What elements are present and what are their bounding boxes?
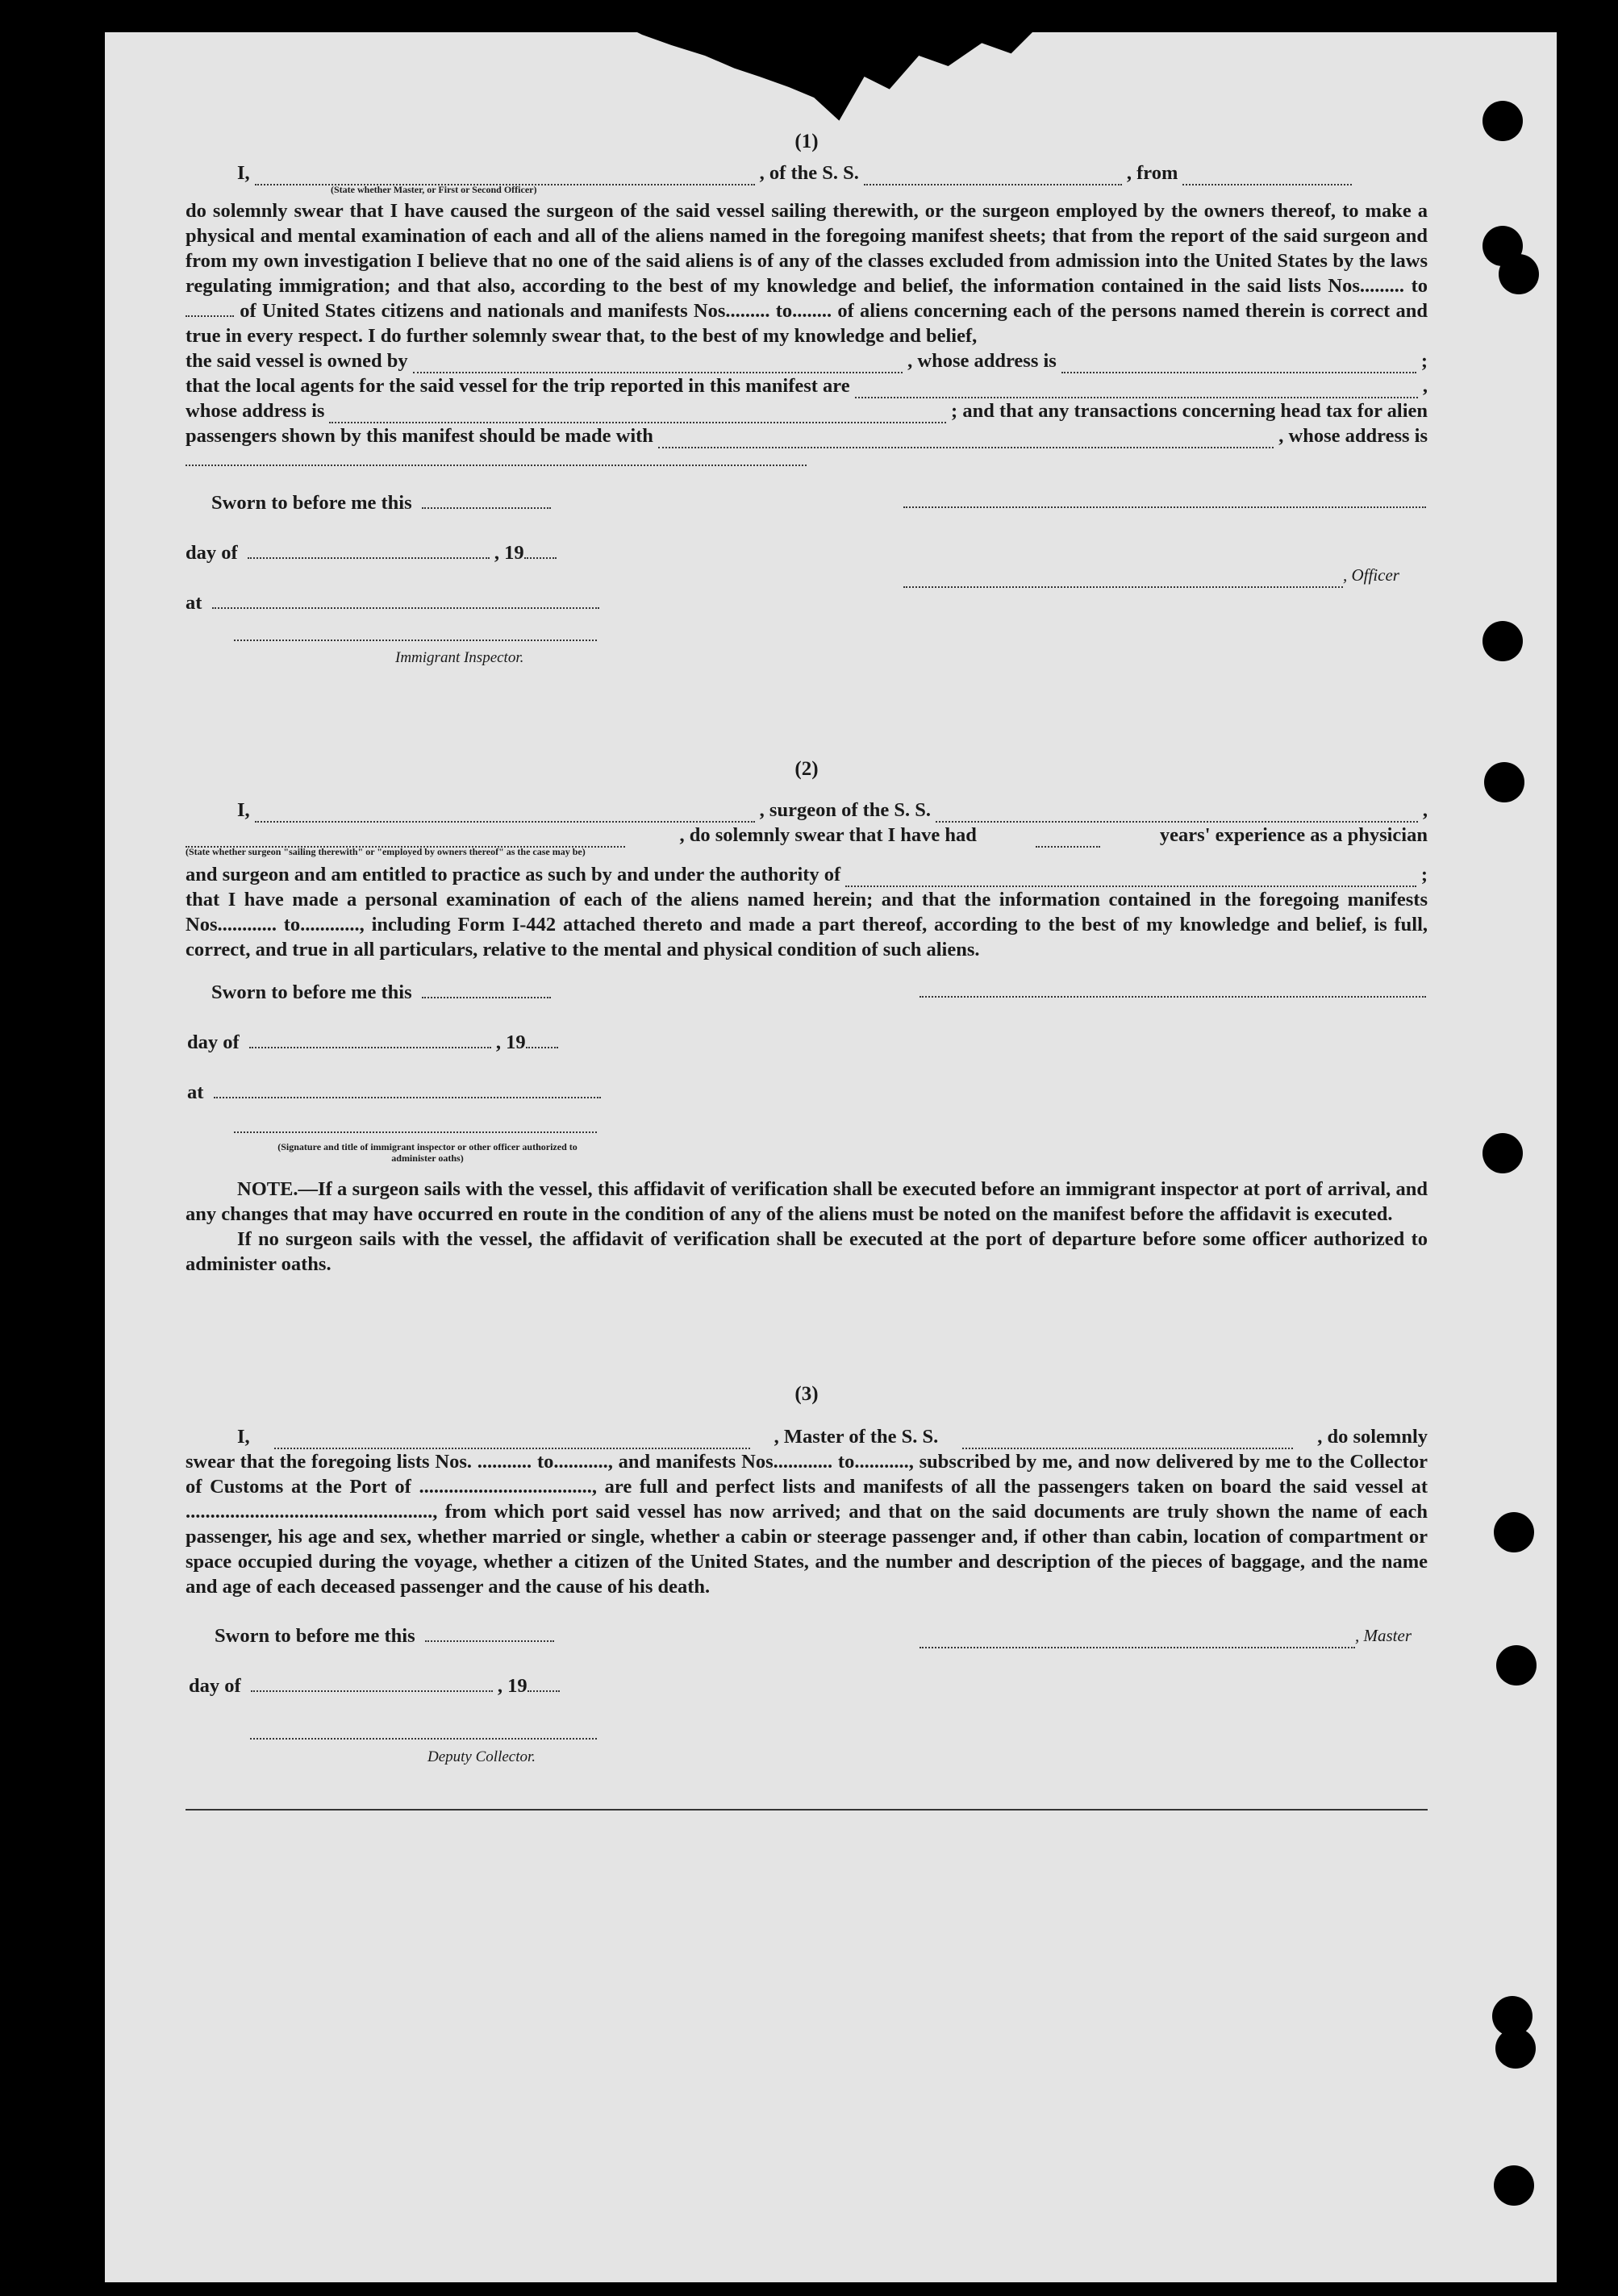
head-tax-contact-field[interactable] (658, 431, 1274, 448)
surgeon-vessel-field[interactable] (936, 805, 1418, 823)
owner-address-field[interactable] (1061, 356, 1416, 373)
sworn-row-3: Sworn to before me this (215, 1623, 554, 1648)
year-field-3[interactable] (528, 1674, 560, 1692)
master-signature-line[interactable] (920, 1631, 1355, 1648)
inspector-signature-line-2[interactable] (234, 1115, 597, 1133)
punch-hole (1482, 1133, 1523, 1173)
officer-row (903, 563, 1399, 588)
surgeon-status-field[interactable] (186, 830, 625, 848)
from-port-field[interactable] (1182, 168, 1352, 185)
inspector-signature-line[interactable] (234, 623, 597, 641)
punch-hole (1482, 101, 1523, 141)
day-of-row-3: day of , 19 (189, 1673, 560, 1698)
officer-label: , Officer (1343, 565, 1399, 585)
at-row-2: at (187, 1080, 601, 1105)
at-field[interactable] (212, 591, 599, 609)
sworn-row: Sworn to before me this (211, 490, 551, 515)
section-3-first-line: I, , Master of the S. S. , do solemnly (237, 1426, 1428, 1448)
punch-hole (1495, 2028, 1536, 2069)
section-2-number: (2) (794, 758, 819, 780)
officer-name-field[interactable] (255, 168, 755, 185)
authority-field[interactable] (845, 869, 1416, 887)
surgeon-status-note: (State whether surgeon "sailing therewith" or "employed by owners thereof" as the case may be) (186, 846, 586, 857)
bottom-rule (186, 1809, 1428, 1811)
note-paragraph-1: NOTE.—If a surgeon sails with the vessel, this affidavit of verification shall be executed before an immigrant inspector at port of arrival, and any changes that may have occurred en route in the condition of any of the aliens must be noted on the manifest before the affidavit is executed. (186, 1178, 1428, 1225)
master-vessel-field[interactable] (962, 1431, 1293, 1449)
punch-hole (1499, 254, 1539, 294)
master-name-field[interactable] (274, 1431, 750, 1449)
agent-address-row: whose address is ; and that any transactions concerning head tax for alien (186, 400, 1428, 422)
section-3-number: (3) (794, 1383, 819, 1405)
punch-hole (1482, 621, 1523, 661)
officer-signature-line-2[interactable] (903, 570, 1343, 588)
inspector-label: Immigrant Inspector. (395, 649, 524, 666)
note-paragraph-2: If no surgeon sails with the vessel, the affidavit of verification shall be executed at the port of departure before some officer authorized to administer oaths. (186, 1228, 1428, 1275)
section-1-signatures (186, 490, 1428, 732)
authority-row: and surgeon and am entitled to practice as such by and under the authority of ; (186, 864, 1428, 885)
form-content (186, 129, 1428, 1825)
from-label: , from (1126, 162, 1178, 184)
at-field-2[interactable] (214, 1081, 601, 1098)
officer-rank-note: (State whether Master, or First or Second Officer) (331, 184, 537, 195)
section-2-second-line: , do solemnly swear that I have had years' experience as a physician (186, 823, 1428, 848)
officer-signature-line-1[interactable] (903, 490, 1426, 508)
day-of-field[interactable] (248, 541, 490, 559)
vessel-name-field[interactable] (864, 168, 1122, 185)
section-2-signatures (186, 980, 1428, 1165)
section-1-first-line (186, 160, 1428, 185)
signature-title-note: (Signature and title of immigrant inspector or other officer authorized to administer oaths) (277, 1141, 578, 1164)
of-ss-label: , of the S. S. (759, 162, 859, 184)
sworn-day-field[interactable] (422, 491, 551, 509)
section-3-paragraph: swear that the foregoing lists Nos. ........... to..........., and manifests Nos............ to..........., subscribed by me, and now delivered by me to the Collector of Customs at the Port of ..................................., are full and perfect lists and manifests of all the passengers taken on board the said vessel at .................................................., from which port said vessel has now arrived; and that on the said documents are truly shown the name of each passenger, his age and sex, whether married or single, whether a cabin or steerage passenger and, if other than cabin, location of compartment or space occupied during the voyage, whether a citizen of the United States, and the number and description of the pieces of baggage, and the name and age of each deceased passenger and the cause of his death. (186, 1451, 1428, 1598)
form-page (105, 32, 1557, 2282)
sworn-day-field-2[interactable] (422, 981, 551, 998)
section-2-paragraph: that I have made a personal examination of each of the aliens named herein; and that the information contained in the foregoing manifests Nos............ to............, including Form I-442 attached thereto and made a part thereof, according to the best of my knowledge and belief, is full, correct, and true in all particulars, relative to the mental and physical condition of such aliens. (186, 889, 1428, 960)
section-1-paragraph: do solemnly swear that I have caused the surgeon of the said vessel sailing therewith, or the surgeon employed by the owners thereof, to make a physical and mental examination of each and all of the aliens named in the foregoing manifest sheets; that from the report of the said surgeon and from my own investigation I believe that no one of the said aliens is of any of the classes excluded from admission into the United States by the laws regulating immigration; and that also, according to the best of my knowledge and belief, the information contained in the said lists Nos......... to of United States citizens and nationals and manifests Nos......... to........ of aliens concerning each of the persons named therein is correct and true in every respect. I do further solemnly swear that, to the best of my knowledge and belief, (186, 200, 1428, 347)
head-tax-address-field[interactable] (186, 448, 807, 466)
punch-hole (1496, 1645, 1537, 1686)
section-2-first-line: I, , surgeon of the S. S. , (237, 799, 1428, 821)
passengers-row: passengers shown by this manifest should be made with , whose address is (186, 425, 1428, 447)
local-agents-field[interactable] (855, 381, 1418, 398)
lists-to-field[interactable] (186, 299, 234, 317)
surgeon-name-field[interactable] (255, 805, 755, 823)
surgeon-signature-line[interactable] (920, 980, 1426, 998)
master-row (920, 1623, 1412, 1648)
punch-hole (1494, 1512, 1534, 1552)
day-of-row-2: day of , 19 (187, 1030, 558, 1055)
day-of-row: day of , 19 (186, 540, 557, 565)
section-1-number: (1) (794, 131, 819, 152)
local-agents-row: that the local agents for the said vessel for the trip reported in this manifest are , (186, 375, 1428, 397)
i-label: I, (237, 162, 250, 184)
day-of-field-2[interactable] (249, 1031, 491, 1048)
year-field-2[interactable] (526, 1031, 558, 1048)
section-3-signatures (186, 1623, 1428, 1825)
day-of-field-3[interactable] (251, 1674, 493, 1692)
agent-address-field[interactable] (329, 406, 946, 423)
at-row: at (186, 590, 599, 615)
sworn-row-2: Sworn to before me this (211, 980, 551, 1005)
sworn-day-field-3[interactable] (425, 1624, 554, 1642)
year-field[interactable] (524, 541, 557, 559)
punch-hole (1494, 2165, 1534, 2206)
owner-field[interactable] (413, 356, 903, 373)
deputy-label: Deputy Collector. (427, 1748, 536, 1765)
owned-by-row: the said vessel is owned by , whose address is ; (186, 350, 1428, 372)
torn-edge (621, 32, 1040, 129)
years-field[interactable] (1036, 830, 1100, 848)
deputy-signature-line[interactable] (250, 1722, 597, 1740)
master-label: , Master (1355, 1626, 1412, 1645)
punch-hole (1484, 762, 1524, 802)
